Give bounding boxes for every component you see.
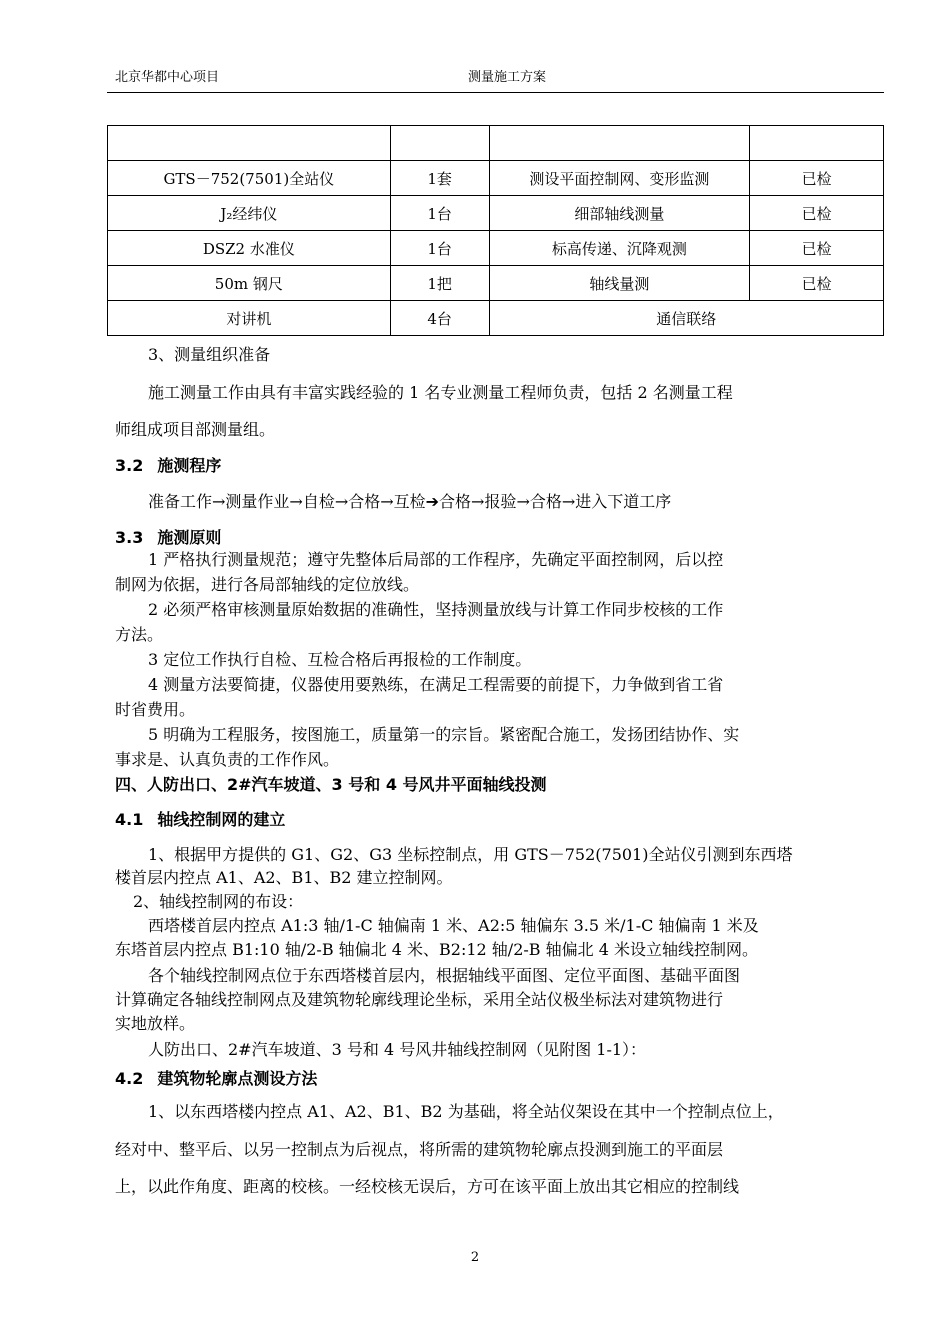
paragraph: 事求是、认真负责的工作作风。 <box>115 750 340 769</box>
table-cell: 1台 <box>390 231 489 266</box>
paragraph: 计算确定各轴线控制网点及建筑物轮廓线理论坐标，采用全站仪极坐标法对建筑物进行 <box>115 990 724 1009</box>
paragraph: 楼首层内控点 A1、A2、B1、B2 建立控制网。 <box>115 868 453 887</box>
section-heading: 4.2 建筑物轮廓点测设方法 <box>115 1069 318 1088</box>
header-project-name: 北京华都中心项目 <box>115 70 220 85</box>
paragraph: 各个轴线控制网点位于东西塔楼首层内，根据轴线平面图、定位平面图、基础平面图 <box>148 966 741 985</box>
paragraph: 准备工作→测量作业→自检→合格→互检➔合格→报验→合格→进入下道工序 <box>148 492 672 511</box>
paragraph: 经对中、整平后、以另一控制点为后视点，将所需的建筑物轮廓点投测到施工的平面层 <box>115 1140 724 1159</box>
paragraph: 时省费用。 <box>115 700 196 719</box>
section-heading: 3.3 施测原则 <box>115 528 222 547</box>
table-row <box>108 196 884 231</box>
paragraph: 4 测量方法要简捷，仪器使用要熟练，在满足工程需要的前提下，力争做到省工省 <box>148 675 724 694</box>
paragraph: 2、轴线控制网的布设： <box>133 892 304 911</box>
table-cell <box>108 126 391 161</box>
header-document-title: 测量施工方案 <box>468 70 547 85</box>
paragraph: 1 严格执行测量规范；遵守先整体后局部的工作程序，先确定平面控制网，后以控 <box>148 550 724 569</box>
table-cell <box>750 126 884 161</box>
page-number: 2 <box>470 1250 480 1265</box>
table-cell: 标高传递、沉降观测 <box>489 231 750 266</box>
paragraph: 人防出口、2#汽车坡道、3 号和 4 号风井轴线控制网（见附图 1-1）： <box>148 1040 647 1059</box>
section-heading: 4.1 轴线控制网的建立 <box>115 810 286 829</box>
paragraph: 西塔楼首层内控点 A1:3 轴/1-C 轴偏南 1 米、A2:5 轴偏东 3.5 米/1-C 轴偏南 1 米及 <box>148 916 759 935</box>
paragraph: 1、以东西塔楼内控点 A1、A2、B1、B2 为基础，将全站仪架设在其中一个控制点位上， <box>148 1102 784 1121</box>
paragraph: 东塔首层内控点 B1:10 轴/2-B 轴偏北 4 米、B2:12 轴/2-B 轴偏北 4 米设立轴线控制网。 <box>115 940 758 959</box>
table-cell: 1套 <box>390 161 489 196</box>
table-cell: 1台 <box>390 196 489 231</box>
paragraph: 方法。 <box>115 625 164 644</box>
table-cell: J₂经纬仪 <box>108 196 391 231</box>
table-row <box>108 161 884 196</box>
section-heading: 3.2 施测程序 <box>115 456 222 475</box>
table-cell: 对讲机 <box>108 301 391 336</box>
table-cell: DSZ2 水准仪 <box>108 231 391 266</box>
table-row <box>108 126 884 161</box>
table-cell: 测设平面控制网、变形监测 <box>489 161 750 196</box>
paragraph: 实地放样。 <box>115 1014 196 1033</box>
table-cell: 轴线量测 <box>489 266 750 301</box>
table-row <box>108 231 884 266</box>
paragraph: 制网为依据，进行各局部轴线的定位放线。 <box>115 575 420 594</box>
paragraph: 3、测量组织准备 <box>148 345 271 364</box>
chapter-heading: 四、人防出口、2#汽车坡道、3 号和 4 号风井平面轴线投测 <box>115 775 547 794</box>
equipment-table <box>107 125 884 336</box>
header-rule <box>107 92 884 93</box>
table-cell <box>489 126 750 161</box>
paragraph: 1、根据甲方提供的 G1、G2、G3 坐标控制点，用 GTS－752(7501)全站仪引测到东西塔 <box>148 845 793 864</box>
table-cell: 1把 <box>390 266 489 301</box>
table-row <box>108 301 884 336</box>
paragraph: 师组成项目部测量组。 <box>115 420 276 439</box>
table-cell: 已检 <box>750 231 884 266</box>
paragraph: 2 必须严格审核测量原始数据的准确性，坚持测量放线与计算工作同步校核的工作 <box>148 600 724 619</box>
table-cell <box>390 126 489 161</box>
table-cell: 50m 钢尺 <box>108 266 391 301</box>
paragraph: 3 定位工作执行自检、互检合格后再报检的工作制度。 <box>148 650 532 669</box>
table-cell: 已检 <box>750 266 884 301</box>
table-cell: 已检 <box>750 196 884 231</box>
paragraph: 上，以此作角度、距离的校核。一经校核无误后，方可在该平面上放出其它相应的控制线 <box>115 1177 740 1196</box>
table-cell: 已检 <box>750 161 884 196</box>
paragraph: 施工测量工作由具有丰富实践经验的 1 名专业测量工程师负责，包括 2 名测量工程 <box>148 383 733 402</box>
paragraph: 5 明确为工程服务，按图施工，质量第一的宗旨。紧密配合施工，发扬团结协作、实 <box>148 725 740 744</box>
table-cell: 4台 <box>390 301 489 336</box>
table-cell: 细部轴线测量 <box>489 196 750 231</box>
table-cell: GTS－752(7501)全站仪 <box>108 161 391 196</box>
table-row <box>108 266 884 301</box>
table-cell: 通信联络 <box>489 301 883 336</box>
